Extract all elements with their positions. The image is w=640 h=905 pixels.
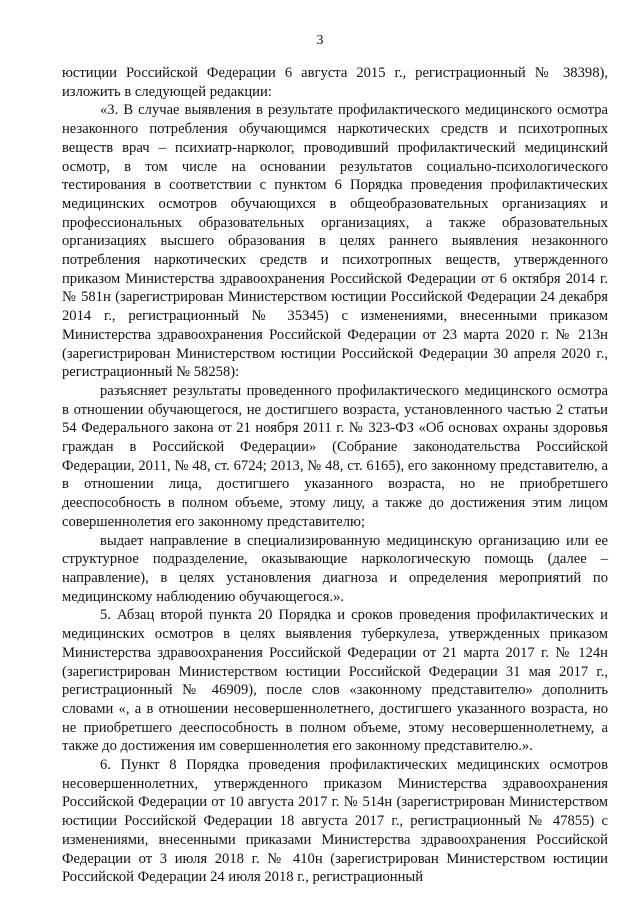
paragraph-item-5: 5. Абзац второй пункта 20 Порядка и сроков проведения профилактических и медицинских осмотров в целях выявления туберкулеза, утвержденных приказом Министерства здравоохранения Российской Федерации от 21 марта 2017 г. № 124н (зарегистрирован Министерством юстиции Российской Федерации 31 мая 2017 г., регистрационный № 46909), после слов «законному представителю» дополнить словами «, а в отношении несовершеннолетнего, достигшего указанного возраста, но не приобретшего дееспособность в полном объеме, этому несовершеннолетнему, а также до достижения им совершеннолетия его законному представителю.».: [62, 607, 608, 755]
paragraph-issues-referral: выдает направление в специализированную медицинскую организацию или ее структурное подразделение, оказывающие наркологическую помощь (далее – направление), в целях установления диагноза и определения мероприятий по медицинскому наблюдению обучающегося.».: [62, 532, 608, 605]
paragraph-item-6: 6. Пункт 8 Порядка проведения профилактических медицинских осмотров несовершеннолетних, утвержденного приказом Министерства здравоохранения Российской Федерации от 10 августа 2017 г. № 514н (зарегистрирован Министерством юстиции Российской Федерации 18 августа 2017 г., регистрационный № 47855) с изменениями, внесенными приказами Министерства здравоохранения Российской Федерации от 3 июля 2018 г. № 410н (зарегистрирован Министерством юстиции Российской Федерации 24 июля 2018 г., регистрационный: [62, 757, 608, 886]
paragraph-item-3: «3. В случае выявления в результате профилактического медицинского осмотра незаконного потребления обучающимся наркотических средств и психотропных веществ врач – психиатр-нарколог, проводивший профилактический медицинский осмотр, в том числе на основании результатов социально-психологического тестирования в соответствии с пунктом 6 Порядка проведения профилактических медицинских осмотров обучающихся в общеобразовательных организациях и профессиональных образовательных организациях, а также образовательных организациях высшего образования в целях раннего выявления незаконного потребления наркотических средств и психотропных веществ, утвержденного приказом Министерства здравоохранения Российской Федерации от 6 октября 2014 г. № 581н (зарегистрирован Министерством юстиции Российской Федерации 24 декабря 2014 г., регистрационный № 35345) с изменениями, внесенными приказом Министерства здравоохранения Российской Федерации от 23 марта 2020 г. № 213н (зарегистрирован Министерством юстиции Российской Федерации 30 апреля 2020 г., регистрационный № 58258):: [62, 102, 608, 381]
page-number: 3: [316, 33, 324, 48]
paragraph-continuation: юстиции Российской Федерации 6 августа 2015 г., регистрационный № 38398), изложить в следующей редакции:: [62, 65, 608, 100]
document-body: [62, 64, 608, 887]
paragraph-explains-results: разъясняет результаты проведенного профилактического медицинского осмотра в отношении обучающегося, не достигшего возраста, установленного частью 2 статьи 54 Федерального закона от 21 ноября 2011 г. № 323-ФЗ «Об основах охраны здоровья граждан в Российской Федерации» (Собрание законодательства Российской Федерации, 2011, № 48, ст. 6724; 2013, № 48, ст. 6165), его законному представителю, а в отношении лица, достигшего указанного возраста, но не приобретшего дееспособность в полном объеме, этому лицу, а также до достижения этим лицом совершеннолетия его законному представителю;: [62, 382, 608, 530]
